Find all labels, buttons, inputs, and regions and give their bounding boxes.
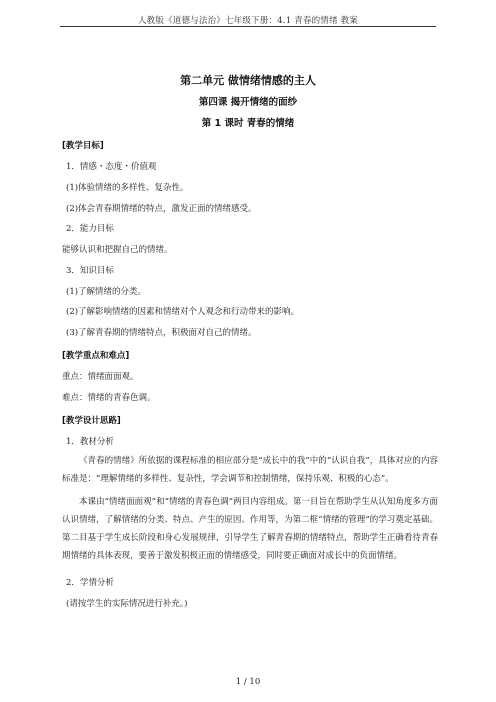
- design-paragraph: 本课由“情绪面面观”和“情绪的青春色调”两目内容组成。第一目旨在帮助学生从认知角度多方面认识情绪，了解情绪的分类、特点、产生的原因、作用等，为第二框“情绪的管理”的学习奠定基础。第二目基于学生成长阶段和身心发展规律，引导学生了解青春期的情绪特点，帮助学生正确看待青春期情绪的具体表现，要善于激发积极正面的情绪感受，同时要正确面对成长中的负面情绪。: [62, 497, 438, 561]
- goal-item: (2)了解影响情绪的因素和情绪对个人观念和行动带来的影响。: [66, 307, 300, 317]
- goal-item: (1)体验情绪的多样性、复杂性。: [66, 183, 189, 193]
- goal-item: 能够认识和把握自己的情绪。: [62, 245, 173, 255]
- page-header: 人教版《道德与法治》七年级下册：4.1 青春的情绪 教案: [137, 16, 359, 26]
- design-subheading: 1．教材分析: [66, 437, 114, 447]
- design-subheading: 2．学情分析: [66, 578, 114, 588]
- unit-title: 第二单元 做情绪情感的主人: [180, 74, 316, 87]
- goal-item: (1)了解情绪的分类。: [66, 287, 147, 297]
- goal-item: 2．能力目标: [66, 224, 114, 234]
- header-divider: [60, 26, 436, 27]
- design-heading: [教学设计思路]: [62, 416, 121, 426]
- goals-heading: [教学目标]: [62, 141, 104, 151]
- design-paragraph: 《青春的情绪》所依据的课程标准的相应部分是“成长中的我”中的“认识自我”，具体对应的内容标准是：“理解情绪的多样性、复杂性，学会调节和控制情绪，保持乐观、积极的心态”。: [62, 456, 438, 484]
- page-number: 1 / 10: [235, 677, 261, 687]
- goal-item: (3)了解青春期的情绪特点，积极面对自己的情绪。: [66, 328, 257, 338]
- design-note: (请按学生的实际情况进行补充。): [66, 599, 188, 609]
- period-title: 第 1 课时 青春的情绪: [201, 118, 295, 129]
- keypoint-item: 重点：情绪面面观。: [62, 372, 139, 382]
- lesson-title: 第四课 揭开情绪的面纱: [198, 97, 298, 108]
- keypoints-heading: [教学重点和难点]: [62, 351, 130, 361]
- goal-item: 3．知识目标: [66, 266, 114, 276]
- goal-item: 1．情感・态度・价值观: [66, 162, 157, 172]
- goal-item: (2)体会青春期情绪的特点，激发正面的情绪感受。: [66, 204, 257, 214]
- keypoint-item: 难点：情绪的青春色调。: [62, 393, 156, 403]
